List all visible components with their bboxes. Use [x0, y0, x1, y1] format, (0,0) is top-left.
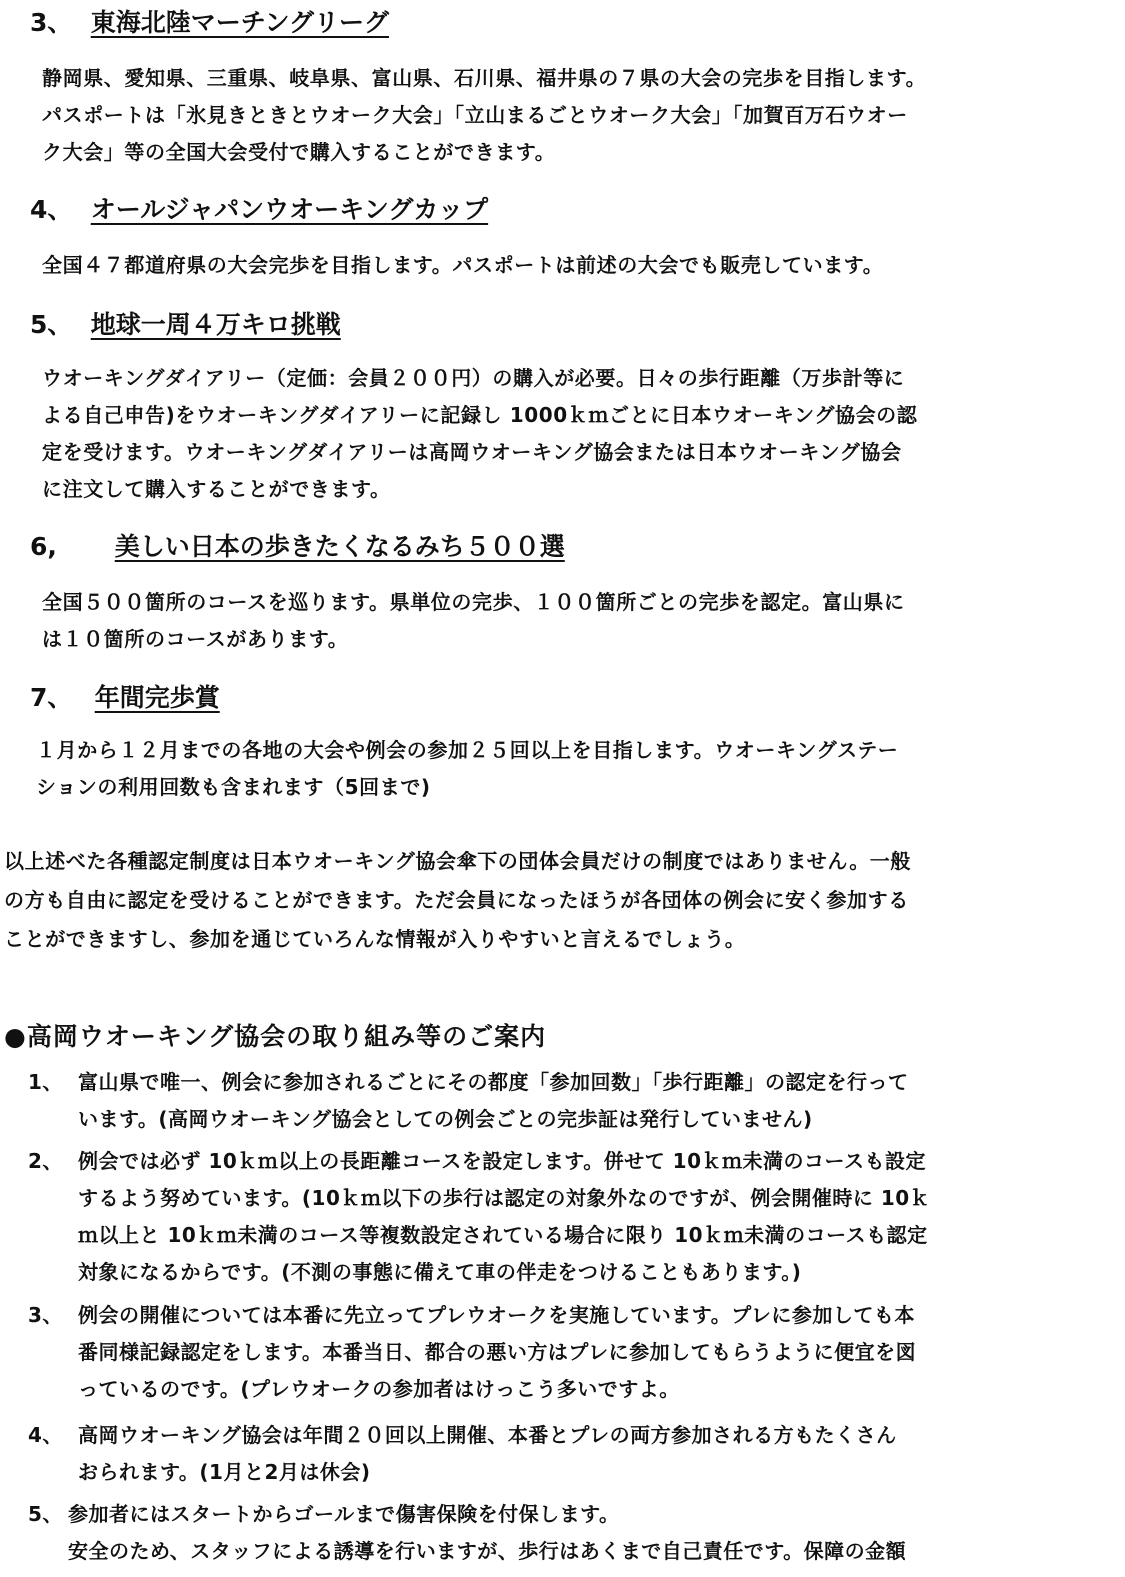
section-body-5 [42, 360, 917, 508]
summary-line: の方も自由に認定を受けることができます。ただ会員になったほうが各団体の例会に安く参加する [4, 888, 909, 912]
body-line: ク大会」等の全国大会受付で購入することができます。 [42, 140, 556, 164]
summary-line: 以上述べた各種認定制度は日本ウオーキング協会傘下の団体会員だけの制度ではありません。一般 [4, 849, 911, 873]
item-line: います。(高岡ウオーキング協会としての例会ごとの完歩証は発行していません) [78, 1107, 813, 1131]
section-heading-5 [30, 310, 341, 340]
body-line: ションの利用回数も含まれます（5回まで) [36, 775, 431, 799]
item-line: おられます。(1月と2月は休会) [78, 1460, 371, 1484]
section-title: 年間完歩賞 [94, 683, 220, 712]
body-line: 静岡県、愛知県、三重県、岐阜県、富山県、石川県、福井県の７県の大会の完歩を目指します。 [42, 66, 927, 90]
item-line: 例会では必ず 10ｋｍ以上の長距離コースを設定します。併せて 10ｋｍ未満のコースも設定 [78, 1149, 926, 1173]
body-line: に注文して購入することができます。 [42, 477, 391, 501]
section-title: オールジャパンウオーキングカップ [90, 195, 489, 224]
item-line: 高岡ウオーキング協会は年間２０回以上開催、本番とプレの両方参加される方もたくさん [78, 1423, 897, 1447]
guide-title: ●高岡ウオーキング協会の取り組み等のご案内 [4, 1022, 547, 1051]
body-line: １月から１２月までの各地の大会や例会の参加２５回以上を目指します。ウオーキングステー [36, 738, 899, 762]
item-number: 3、 [28, 1303, 63, 1327]
section-heading-6 [30, 532, 565, 562]
item-line: 対象になるからです。(不測の事態に備えて車の伴走をつけることもあります。) [78, 1260, 802, 1284]
body-line: は１０箇所のコースがあります。 [42, 627, 349, 651]
item-number: 4、 [28, 1423, 63, 1447]
item-line: 富山県で唯一、例会に参加されるごとにその都度「参加回数」「歩行距離」の認定を行って [78, 1070, 909, 1094]
section-title: 地球一周４万キロ挑戦 [90, 310, 341, 339]
section-number: 5、 [30, 310, 73, 339]
section-heading-3 [30, 8, 389, 38]
section-body-7 [36, 732, 898, 806]
item-line: 番同様記録認定をします。本番当日、都合の悪い方はプレに参加してもらうように便宜を図 [78, 1340, 917, 1364]
summary-line: ことができますし、参加を通じていろんな情報が入りやすいと言えるでしょう。 [4, 927, 746, 951]
item-line: っているのです。(プレウオークの参加者はけっこう多いですよ。 [78, 1377, 680, 1401]
item-line: 例会の開催については本番に先立ってプレウオークを実施しています。プレに参加しても本 [78, 1303, 915, 1327]
section-heading-4 [30, 195, 488, 225]
item-line: ｍ以上と 10ｋｍ未満のコース等複数設定されている場合に限り 10ｋｍ未満のコースも認定 [78, 1223, 928, 1247]
section-number: 6, [30, 532, 57, 561]
section-body-4 [42, 247, 883, 284]
body-line: よる自己申告)をウオーキングダイアリーに記録し 1000ｋｍごとに日本ウオーキング協会の認 [42, 403, 918, 427]
section-body-3 [42, 60, 926, 171]
body-line: パスポートは「氷見きときとウオーク大会」「立山まるごとウオーク大会」「加賀百万石ウオー [42, 103, 908, 127]
body-line: ウオーキングダイアリー（定価：会員２００円）の購入が必要。日々の歩行距離（万歩計等に [42, 366, 905, 390]
section-number: 7、 [30, 683, 73, 712]
section-number: 4、 [30, 195, 73, 224]
item-line: 参加者にはスタートからゴールまで傷害保険を付保します。 [68, 1502, 620, 1526]
body-line: 定を受けます。ウオーキングダイアリーは高岡ウオーキング協会または日本ウオーキング協会 [42, 440, 902, 464]
item-number: 5、 [28, 1502, 63, 1526]
item-number: 2、 [28, 1149, 63, 1173]
item-number: 1、 [28, 1070, 63, 1094]
item-line: 安全のため、スタッフによる誘導を行いますが、歩行はあくまで自己責任です。保障の金額 [68, 1539, 907, 1563]
item-line: するよう努めています。(10ｋｍ以下の歩行は認定の対象外なのですが、例会開催時に 10ｋ [78, 1186, 931, 1210]
section-heading-7 [30, 683, 220, 713]
body-line: 全国４７都道府県の大会完歩を目指します。パスポートは前述の大会でも販売しています。 [42, 253, 884, 277]
section-title: 美しい日本の歩きたくなるみち５００選 [114, 532, 565, 561]
section-title: 東海北陸マーチングリーグ [90, 8, 389, 37]
section-number: 3、 [30, 8, 73, 37]
summary-paragraph [4, 842, 911, 959]
body-line: 全国５００箇所のコースを巡ります。県単位の完歩、１００箇所ごとの完歩を認定。富山県に [42, 590, 905, 614]
section-body-6 [42, 584, 905, 658]
